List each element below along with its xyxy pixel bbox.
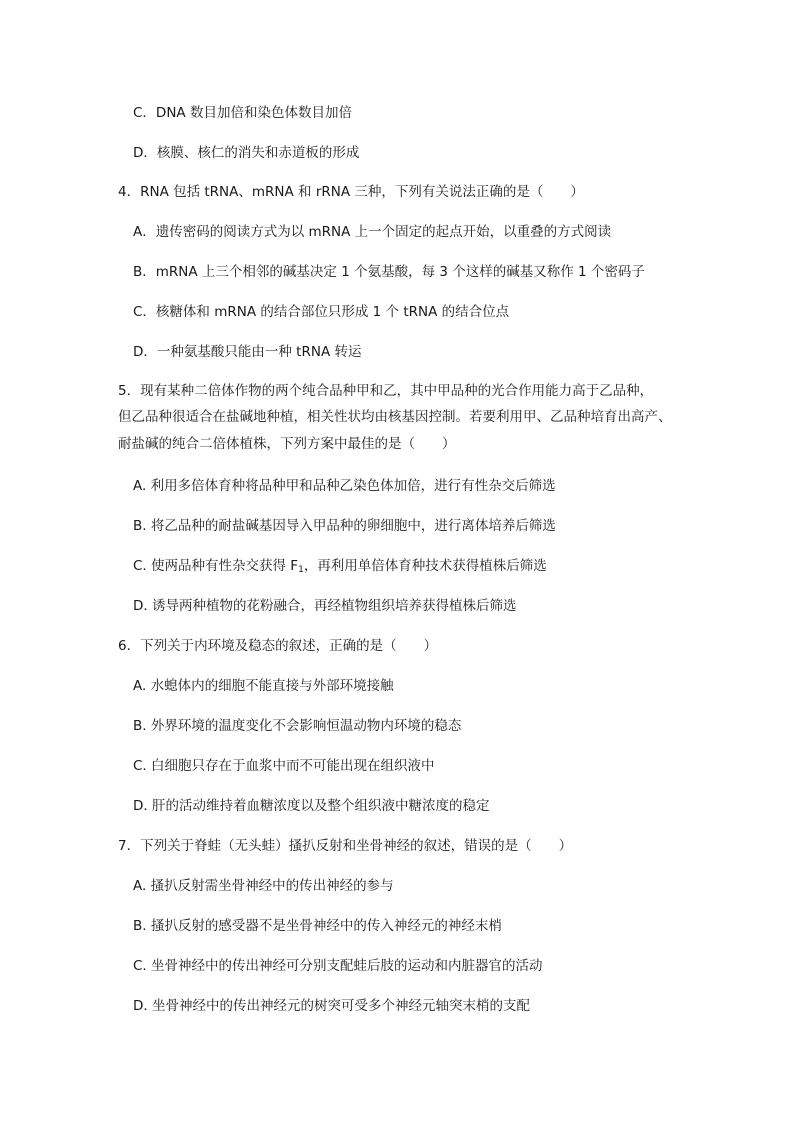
q7-stem: 7．下列关于脊蛙（无头蛙）搔扒反射和坐骨神经的叙述，错误的是（ ） — [118, 838, 573, 854]
q5-option-d: D. 诱导两种植物的花粉融合，再经植物组织培养获得植株后筛选 — [133, 598, 517, 614]
q5-option-b: B. 将乙品种的耐盐碱基因导入甲品种的卵细胞中，进行离体培养后筛选 — [133, 518, 556, 534]
q3-option-d: D．核膜、核仁的消失和赤道板的形成 — [133, 145, 360, 161]
q5-stem-line-1: 5．现有某种二倍体作物的两个纯合品种甲和乙，其中甲品种的光合作用能力高于乙品种， — [118, 383, 654, 399]
q7-option-c: C. 坐骨神经中的传出神经可分别支配蛙后肢的运动和内脏器官的活动 — [133, 958, 543, 974]
q3-option-c: C．DNA 数目加倍和染色体数目加倍 — [133, 105, 352, 121]
q7-option-d: D. 坐骨神经中的传出神经元的树突可受多个神经元轴突末梢的支配 — [133, 998, 530, 1014]
q4-stem: 4．RNA 包括 tRNA、mRNA 和 rRNA 三种，下列有关说法正确的是（ ） — [118, 184, 584, 200]
q5-option-c-text: C. 使两品种有性杂交获得 F — [133, 558, 299, 574]
q4-option-a: A．遗传密码的阅读方式为以 mRNA 上一个固定的起点开始，以重叠的方式阅读 — [133, 224, 612, 240]
q5-option-c-subscript: 1 — [298, 565, 304, 575]
q4-option-b: B．mRNA 上三个相邻的碱基决定 1 个氨基酸，每 3 个这样的碱基又称作 1 个密码子 — [133, 264, 645, 280]
q5-stem-line-2: 但乙品种很适合在盐碱地种植，相关性状均由核基因控制。若要利用甲、乙品种培育出高产、 — [118, 409, 672, 425]
q7-option-b: B. 搔扒反射的感受器不是坐骨神经中的传入神经元的神经末梢 — [133, 918, 502, 934]
q7-option-a: A. 搔扒反射需坐骨神经中的传出神经的参与 — [133, 878, 394, 894]
q6-option-c: C. 白细胞只存在于血浆中而不可能出现在组织液中 — [133, 758, 435, 774]
q5-option-a: A. 利用多倍体育种将品种甲和品种乙染色体加倍，进行有性杂交后筛选 — [133, 478, 556, 494]
q5-stem-line-3: 耐盐碱的纯合二倍体植株，下列方案中最佳的是（ ） — [118, 436, 456, 452]
q6-stem: 6．下列关于内环境及稳态的叙述，正确的是（ ） — [118, 638, 438, 654]
q4-option-d: D．一种氨基酸只能由一种 tRNA 转运 — [133, 344, 362, 360]
q5-option-c-text-rest: ，再利用单倍体育种技术获得植株后筛选 — [303, 558, 547, 574]
q5-option-c — [133, 557, 547, 579]
q6-option-d: D. 肝的活动维持着血糖浓度以及整个组织液中糖浓度的稳定 — [133, 798, 490, 814]
q6-option-a: A. 水螅体内的细胞不能直接与外部环境接触 — [133, 678, 394, 694]
q6-option-b: B. 外界环境的温度变化不会影响恒温动物内环境的稳态 — [133, 718, 462, 734]
q4-option-c: C．核糖体和 mRNA 的结合部位只形成 1 个 tRNA 的结合位点 — [133, 304, 510, 320]
